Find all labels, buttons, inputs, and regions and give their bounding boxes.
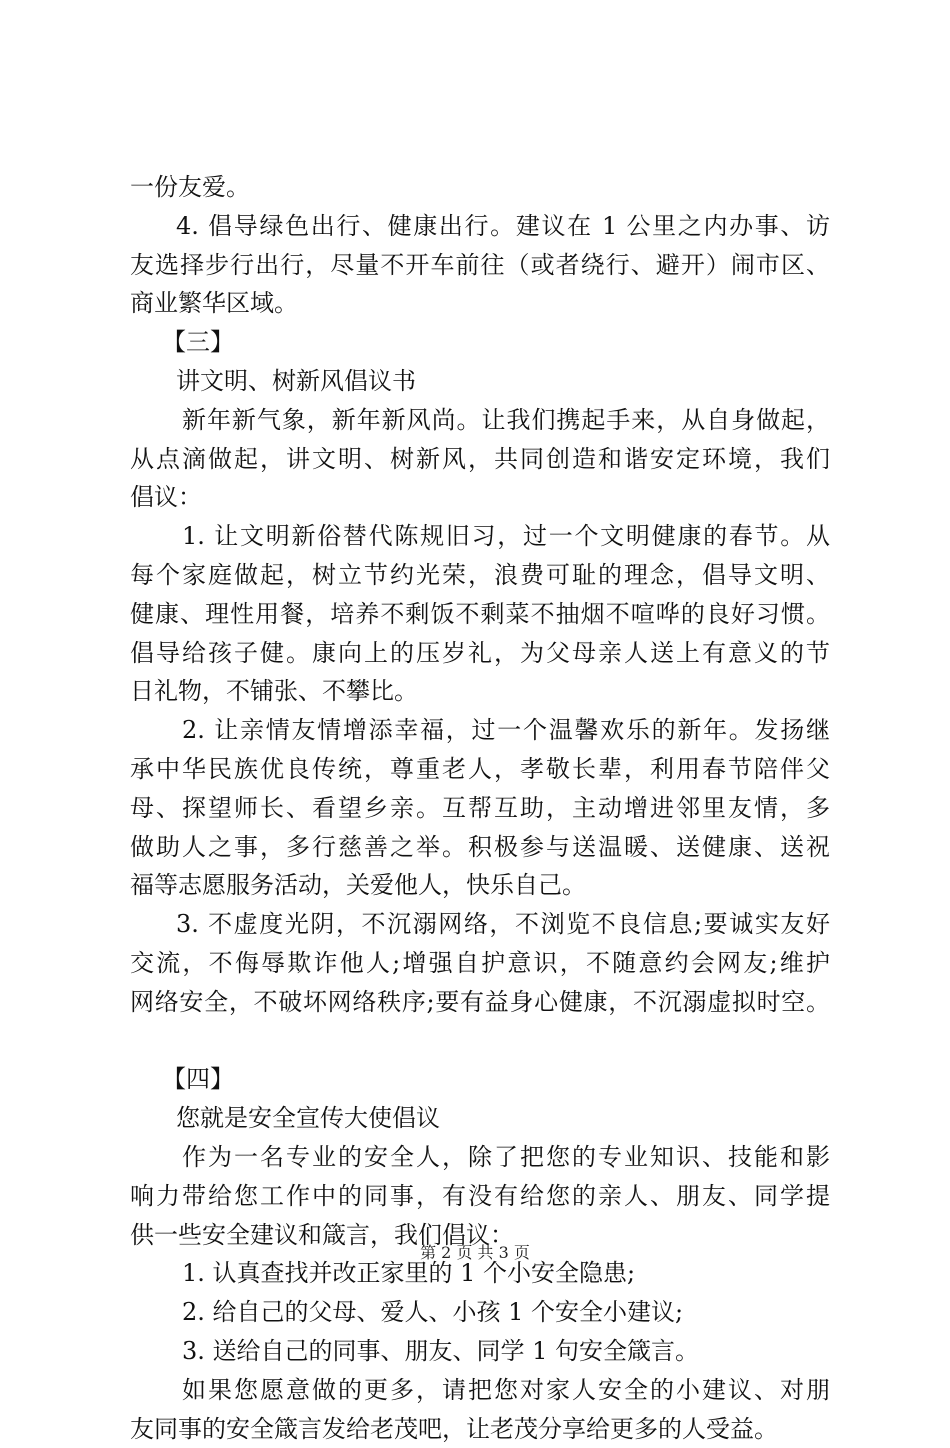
paragraph-line: 承中华民族优良传统，尊重老人，孝敬长辈，利用春节陪伴父: [130, 750, 830, 789]
paragraph-line: 福等志愿服务活动，关爱他人，快乐自己。: [130, 866, 830, 905]
paragraph-line: 一份友爱。: [130, 168, 830, 207]
section-title: 讲文明、树新风倡议书: [130, 362, 830, 401]
paragraph-line: 网络安全，不破坏网络秩序;要有益身心健康，不沉溺虚拟时空。: [130, 983, 830, 1022]
paragraph-line: 每个家庭做起，树立节约光荣，浪费可耻的理念，倡导文明、: [130, 556, 830, 595]
section-heading: 【三】: [130, 323, 830, 362]
paragraph-line: 供一些安全建议和箴言，我们倡议：: [130, 1216, 830, 1255]
section-title: 您就是安全宣传大使倡议: [130, 1099, 830, 1138]
list-item: 3. 送给自己的同事、朋友、同学 1 句安全箴言。: [130, 1332, 830, 1371]
blank-line: [130, 1022, 830, 1061]
paragraph-line: 4. 倡导绿色出行、健康出行。建议在 1 公里之内办事、访: [130, 207, 830, 246]
paragraph-line: 3. 不虚度光阴，不沉溺网络，不浏览不良信息;要诚实友好: [130, 905, 830, 944]
paragraph-line: 从点滴做起，讲文明、树新风，共同创造和谐安定环境，我们: [130, 440, 830, 479]
paragraph-line: 响力带给您工作中的同事，有没有给您的亲人、朋友、同学提: [130, 1177, 830, 1216]
paragraph-line: 1. 让文明新俗替代陈规旧习，过一个文明健康的春节。从: [130, 517, 830, 556]
paragraph-line: 2. 让亲情友情增添幸福，过一个温馨欢乐的新年。发扬继: [130, 711, 830, 750]
paragraph-line: 友同事的安全箴言发给老茂吧，让老茂分享给更多的人受益。: [130, 1410, 830, 1448]
paragraph-line: 新年新气象，新年新风尚。让我们携起手来，从自身做起，: [130, 401, 830, 440]
paragraph-line: 健康、理性用餐，培养不剩饭不剩菜不抽烟不喧哗的良好习惯。: [130, 595, 830, 634]
paragraph-line: 如果您愿意做的更多，请把您对家人安全的小建议、对朋: [130, 1371, 830, 1410]
paragraph-line: 作为一名专业的安全人，除了把您的专业知识、技能和影: [130, 1138, 830, 1177]
section-heading: 【四】: [130, 1060, 830, 1099]
list-item: 1. 认真查找并改正家里的 1 个小安全隐患;: [130, 1254, 830, 1293]
paragraph-line: 做助人之事，多行慈善之举。积极参与送温暖、送健康、送祝: [130, 828, 830, 867]
paragraph-line: 商业繁华区域。: [130, 284, 830, 323]
paragraph-line: 交流，不侮辱欺诈他人;增强自护意识，不随意约会网友;维护: [130, 944, 830, 983]
paragraph-line: 倡议：: [130, 478, 830, 517]
list-item: 2. 给自己的父母、爱人、小孩 1 个安全小建议;: [130, 1293, 830, 1332]
paragraph-line: 倡导给孩子健。康向上的压岁礼，为父母亲人送上有意义的节: [130, 634, 830, 673]
page-number-footer: 第 2 页 共 3 页: [0, 1243, 950, 1263]
paragraph-line: 母、探望师长、看望乡亲。互帮互助，主动增进邻里友情，多: [130, 789, 830, 828]
paragraph-line: 友选择步行出行，尽量不开车前往（或者绕行、避开）闹市区、: [130, 246, 830, 285]
paragraph-line: 日礼物，不铺张、不攀比。: [130, 672, 830, 711]
